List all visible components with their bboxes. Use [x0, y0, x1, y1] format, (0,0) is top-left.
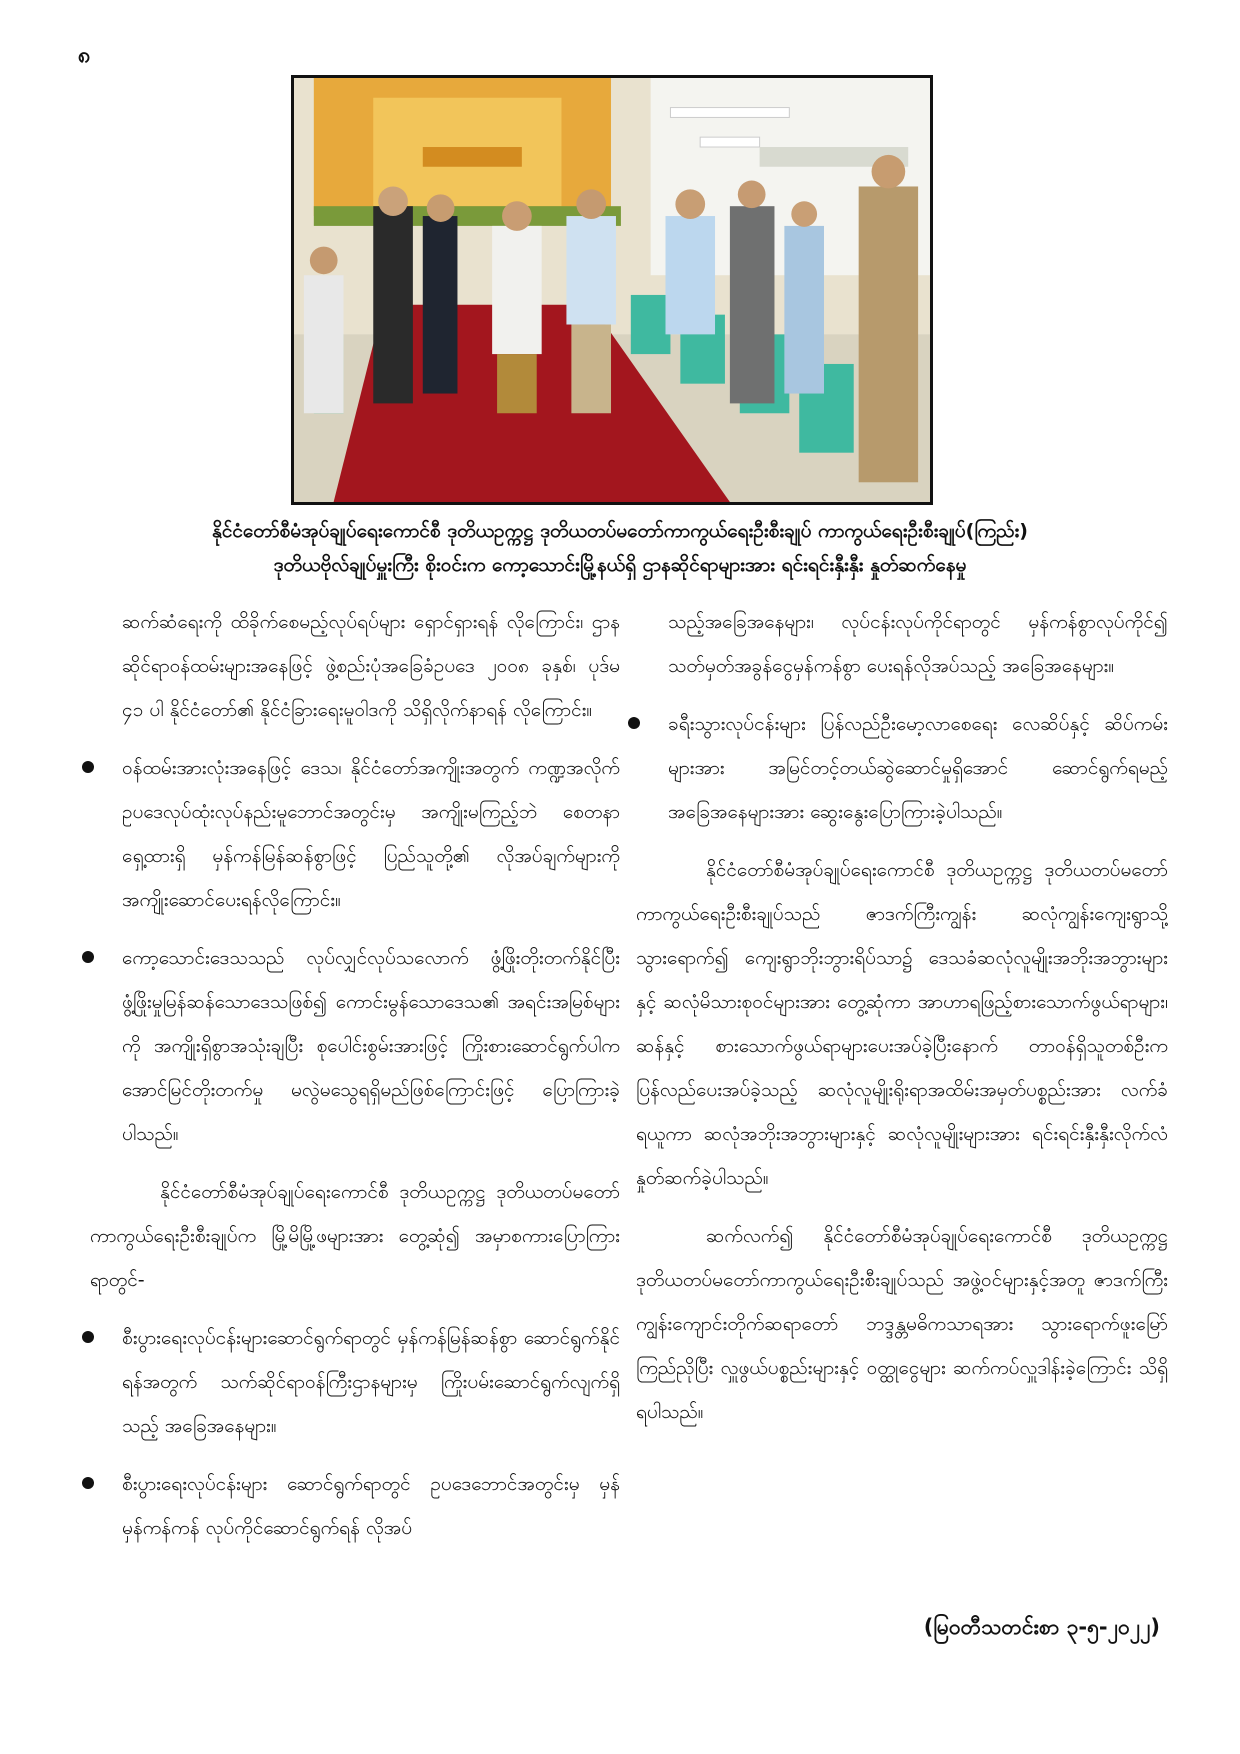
left-column — [90, 600, 620, 1564]
bullet-item — [90, 1316, 620, 1448]
news-photo — [291, 75, 933, 505]
caption-line-1: နိုင်ငံတော်စီမံအုပ်ချုပ်ရေးကောင်စီ ဒုတိယဥက္ကဋ္ဌ ဒုတိယတပ်မတော်ကာကွယ်ရေးဦးစီးချုပ် ကာကွယ်ရေးဦးစီးချုပ်(ကြည်း) — [212, 520, 1028, 542]
paragraph: နိုင်ငံတော်စီမံအုပ်ချုပ်ရေးကောင်စီ ဒုတိယဥက္ကဋ္ဌ ဒုတိယတပ်မတော်ကာကွယ်ရေးဦးစီးချုပ်က မြို့မိမြို့ဖများအား တွေ့ဆုံ၍ အမှာစကားပြောကြားရာတွင်- — [90, 1181, 620, 1291]
page-number: ၈ — [78, 43, 91, 68]
right-column — [636, 600, 1168, 1448]
bullet-text: ဝန်ထမ်းအားလုံးအနေဖြင့် ဒေသ၊ နိုင်ငံတော်အကျိုးအတွက် ကဏ္ဍအလိုက် ဥပဒေလုပ်ထုံးလုပ်နည်းမူဘောင်အတွင်းမှ အကျိုးမကြည့်ဘဲ စေတနာရှေ့ထားရှိ မှန်ကန်မြန်ဆန်စွာဖြင့် ပြည်သူတို့၏ လိုအပ်ချက်များကို အကျိုးဆောင်ပေးရန်လိုကြောင်း။ — [122, 757, 620, 911]
photo-icon — [294, 78, 930, 502]
bullet-icon — [82, 1477, 94, 1489]
bullet-item — [90, 1462, 620, 1550]
source-citation: (မြဝတီသတင်းစာ ၃-၅-၂၀၂၂) — [923, 1615, 1160, 1639]
bullet-item — [90, 936, 620, 1156]
bullet-item — [636, 702, 1168, 834]
bullet-item — [90, 746, 620, 922]
bullet-text: စီးပွားရေးလုပ်ငန်းများဆောင်ရွက်ရာတွင် မှန်ကန်မြန်ဆန်စွာ ဆောင်ရွက်နိုင်ရန်အတွက် သက်ဆိုင်ရာဝန်ကြီးဌာနများမှ ကြိုးပမ်းဆောင်ရွက်လျက်ရှိသည့် အခြေအနေများ။ — [122, 1327, 620, 1437]
bullet-icon — [82, 1331, 94, 1343]
paragraph: သည့်အခြေအနေများ၊ လုပ်ငန်းလုပ်ကိုင်ရာတွင် မှန်ကန်စွာလုပ်ကိုင်၍ သတ်မှတ်အခွန်ငွေမှန်ကန်စွာ ပေးရန်လိုအပ်သည့် အခြေအနေများ။ — [668, 611, 1168, 677]
bullet-text: စီးပွားရေးလုပ်ငန်းများ ဆောင်ရွက်ရာတွင် ဥပဒေဘောင်အတွင်းမှ မှန်မှန်ကန်ကန် လုပ်ကိုင်ဆောင်ရွက်ရန် လိုအပ် — [122, 1473, 620, 1539]
photo-caption — [110, 514, 1130, 582]
bullet-icon — [628, 717, 640, 729]
paragraph: ဆက်လက်၍ နိုင်ငံတော်စီမံအုပ်ချုပ်ရေးကောင်စီ ဒုတိယဥက္ကဋ္ဌ ဒုတိယတပ်မတော်ကာကွယ်ရေးဦးစီးချုပ်သည် အဖွဲ့ဝင်များနှင့်အတူ ဇာဒက်ကြီးကျွန်းကျောင်းတိုက်ဆရာတော် ဘဒ္ဒန္တမဓိကသာရအား သွားရောက်ဖူးမြော်ကြည်ညိုပြီး လှူဖွယ်ပစ္စည်းများနှင့် ဝတ္ထုငွေများ ဆက်ကပ်လှူဒါန်းခဲ့ကြောင်း သိရှိရပါသည်။ — [636, 1225, 1168, 1423]
bullet-icon — [82, 951, 94, 963]
bullet-text: ခရီးသွားလုပ်ငန်းများ ပြန်လည်ဦးမော့လာစေရေး လေဆိပ်နှင့် ဆိပ်ကမ်းများအား အမြင်တင့်တယ်ဆွဲဆောင်မှုရှိအောင် ဆောင်ရွက်ရမည့်အခြေအနေများအား ဆွေးနွေးပြောကြားခဲ့ပါသည်။ — [668, 713, 1168, 823]
caption-line-2: ဒုတိယဗိုလ်ချုပ်မှူးကြီး စိုးဝင်းက ကော့သောင်းမြို့နယ်ရှိ ဌာနဆိုင်ရာများအား ရင်းရင်းနှီးနှီး နှုတ်ဆက်နေမှု — [273, 554, 967, 576]
paragraph: ဆက်ဆံရေးကို ထိခိုက်စေမည့်လုပ်ရပ်များ ရှောင်ရှားရန် လိုကြောင်း၊ ဌာနဆိုင်ရာဝန်ထမ်းများအနေဖြင့် ဖွဲ့စည်းပုံအခြေခံဥပဒေ ၂၀၀၈ ခုနှစ်၊ ပုဒ်မ ၄၁ ပါ နိုင်ငံတော်၏ နိုင်ငံခြားရေးမူဝါဒကို သိရှိလိုက်နာရန် လိုကြောင်း။ — [122, 611, 620, 721]
bullet-icon — [82, 761, 94, 773]
paragraph: နိုင်ငံတော်စီမံအုပ်ချုပ်ရေးကောင်စီ ဒုတိယဥက္ကဋ္ဌ ဒုတိယတပ်မတော်ကာကွယ်ရေးဦးစီးချုပ်သည် ဇာဒက်ကြီးကျွန်း ဆလုံကျွန်းကျေးရွာသို့ သွားရောက်၍ ကျေးရွာဘိုးဘွားရိပ်သာ၌ ဒေသခံဆလုံလူမျိုးအဘိုးအဘွားများနှင့် ဆလုံမိသားစုဝင်များအား တွေ့ဆုံကာ အာဟာရဖြည့်စားသောက်ဖွယ်ရာများ၊ ဆန်နှင့် စားသောက်ဖွယ်ရာများပေးအပ်ခဲ့ပြီးနောက် တာဝန်ရှိသူတစ်ဦးက ပြန်လည်ပေးအပ်ခဲ့သည့် ဆလုံလူမျိုးရိုးရာအထိမ်းအမှတ်ပစ္စည်းအား လက်ခံရယူကာ ဆလုံအဘိုးအဘွားများနှင့် ဆလုံလူမျိုးများအား ရင်းရင်းနှီးနှီးလိုက်လံ နှုတ်ဆက်ခဲ့ပါသည်။ — [636, 859, 1168, 1189]
bullet-text: ကော့သောင်းဒေသသည် လုပ်လျှင်လုပ်သလောက် ဖွံ့ဖြိုးတိုးတက်နိုင်ပြီး ဖွံ့ဖြိုးမှုမြန်ဆန်သောဒေသဖြစ်၍ ကောင်းမွန်သောဒေသ၏ အရင်းအမြစ်များကို အကျိုးရှိစွာအသုံးချပြီး စုပေါင်းစွမ်းအားဖြင့် ကြိုးစားဆောင်ရွက်ပါက အောင်မြင်တိုးတက်မှု မလွဲမသွေရရှိမည်ဖြစ်ကြောင်းဖြင့် ပြောကြားခဲ့ပါသည်။ — [122, 947, 620, 1145]
